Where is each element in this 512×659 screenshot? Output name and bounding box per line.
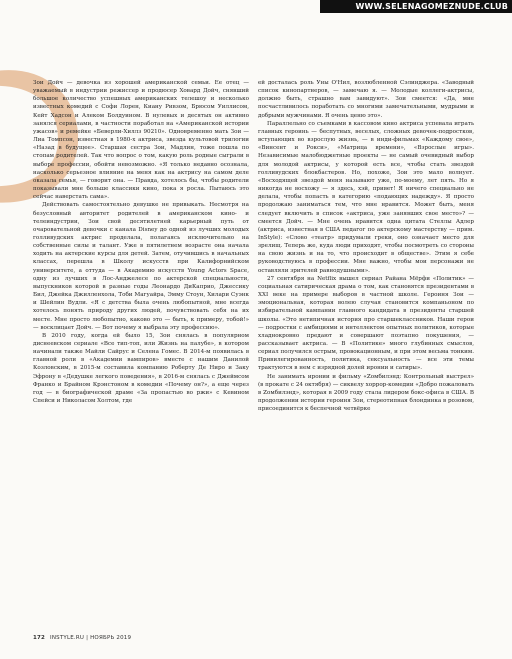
page-footer [33, 635, 131, 641]
paragraph: ей досталась роль Уны О'Нил, возлюбленной Сэлинджера. «Заводный список кинопартнеров, — замечаю я. — Молодые коллеги-актрисы, должно быть, страшно вам завидуют». Зои смеется: «Да, мне посчастливилось поработать со многими замечательными, мудрыми и добрыми мужчинами. Я очень ценю это». [258, 80, 474, 119]
paragraph: Не занимать иронии и фильму «Zомбилэнд: Контрольный выстрел» (в прокате с 24 октября) — сиквелу хоррор-комедии «Добро пожаловать в Zомбилэнд», которая в 2009 году стала лидером бокс-офиса в США. В продолжении истории героиня Зои, стереотипная блондинка в розовом, присоединится к беспечной четвёрке [258, 373, 474, 413]
paragraph: Параллельно со съемками в кассовом кино актриса успевала играть главных героинь — беспутных, веселых, сложных девочек-подростков, вступающих во взрослую жизнь, — в инди-фильмах «Каждому свое», «Винсент и Рокси», «Матрица времени», «Взрослые игры». Независимые малобюджетные проекты — не самый очевидный выбор для молодой актрисы, у которой есть все, чтобы стать звездой голливудских блокбастеров. Но, похоже, Зои это мало волнует. «Восходящей звездой меня называют уже, по-моему, лет пять. Но я никогда не восхожу — я здесь, хэй, привет! Я ничего специально не делала, чтобы попасть в категорию «подающих надежду». Я просто продолжаю заниматься тем, что мне нравится. Может быть, меня следует включить в список «актриса, уже занявших свое место»? — смеется Дойч. — Мне очень нравится одна цитата Стеллы Адлер (актриса, известная в США педагог по актерскому мастерству — прим. InStyle): «Слово «театр» придумали греки, оно означает место для зрелищ. Теперь же, куда люди приходят, чтобы посмотреть со стороны на свою жизнь и на то, что происходит в обществе». Этим я себе руководствуюсь в профессии. Мне важно, чтобы мои персонажи не оставляли зрителей равнодушными». [258, 120, 474, 274]
paragraph: В 2010 году, когда ей было 15, Зои снялась в популярном диснеевском сериале «Все тип-топ, или Жизнь на палубе», в котором начинали также Майли Сайрус и Селена Гомес. В 2014-м появилась в главной роли в «Академии вампиров» вместе с нашим Данилой Козловским, в 2015-м составила компанию Роберту Де Ниро и Заку Эфрону в «Дедушке легкого поведения», в 2016-м снялась с Джеймсом Франко и Брайном Крэнстоном в комедии «Почему он?», а еще через год — в биографической драме «За пропастью во ржи» с Кевином Спейси и Николасом Холтом, где [33, 332, 249, 405]
paragraph: Зои Дойч — девочка из хорошей американской семьи. Ее отец — уважаемый в индустрии режиссер и продюсер Ховард Дойч, снявший большое количество успешных американских телешоу и несколько известных комедий с Софи Лорен, Киану Ривзом, Брюсом Уиллисом, Кейт Хадсон и Алеком Болдуином. В нулевых и десятых он активно занялся сериалами, в частности поработал на «Американской истории ужасов» и ремейке «Беверли-Хиллз 90210». Одновременно мать Зои — Лиа Томпсон, известная в 1980-х актриса, звезда культовой трилогии «Назад в будущее». Старшая сестра Зои, Мадлин, тоже пошла по стопам родителей. Так что вопрос о том, какую роль родные сыграли в выборе профессии, обойти невозможно. «Я только недавно осознала, насколько серьезное влияние на меня как на актрису на самом деле оказала семья, — говорит она. — Правда, хотелось бы, чтобы родители показывали мне больше классики кино, пока я росла. Пытаюсь это сейчас наверстать сама». [33, 80, 249, 201]
paragraph: 27 сентября на Netflix вышел сериал Райана Мёрфи «Политик» — социальная сатирическая драма о том, как становятся президентами в XXI веке на примере выборов в частной школе. Героиня Зои — эмоциональная, которая волею случая становится компаньоном по избирательной кампании главного кандидата в президенты старшей школы. «Это нетипичная история про старшеклассников. Наши герои — подростки с амбициями и интеллектом опытных политиков, которые хладнокровно предают и совершают поэтапно покушения, — рассказывает актриса. — В «Политике» много глубинных смыслов, сериал получился острым, провокационным, и при этом весьма тонким. Привилегированность, политика, сексуальность — все эти темы трактуются в нем с изрядной долей иронии и сатиры». [258, 275, 474, 372]
paragraph: Действовать самостоятельно девушке не привыкать. Несмотря на безусловный авторитет родителей в американском кино- и телеиндустрии, Зои свой десятилетней карьерный путь от очаровательной девочки с канала Disney до одной из лучших молодых голливудских актрис проделала, полагаясь исключительно на собственные силы и талант. Уже в пятилетнем возрасте она начала ходить на актерские курсы для детей. Затем, отучившись в начальных классах, перешла в Школу искусств при Калифорнийском университете, а оттуда — в Академию искусств Young Actors Space, одну из лучших в Лос-Анджелесе по актерской специальности, выпускников которой в разные годы Леонардо ДиКаприо, Джессику Бил, Джейка Джилленхола, Тоби Магуайра, Эмму Стоун, Хилари Суэнк и Шейлин Вудли. «Я с детства была очень любопытной, мне всегда хотелось понять природу других людей, почувствовать себя на их месте. Мне просто любопытно, каково это — быть, к примеру, тобой!» — восклицает Дойч. — Вот почему я выбрала эту профессию». [33, 202, 249, 331]
page-number: 172 [33, 635, 46, 641]
publication-info: INSTYLE.RU | НОЯБРЬ 2019 [50, 635, 132, 641]
left-article-column [33, 79, 249, 405]
watermark-banner: WWW.SELENAGOMEZNUDE.CLUB [320, 0, 512, 13]
right-article-column [258, 79, 474, 413]
